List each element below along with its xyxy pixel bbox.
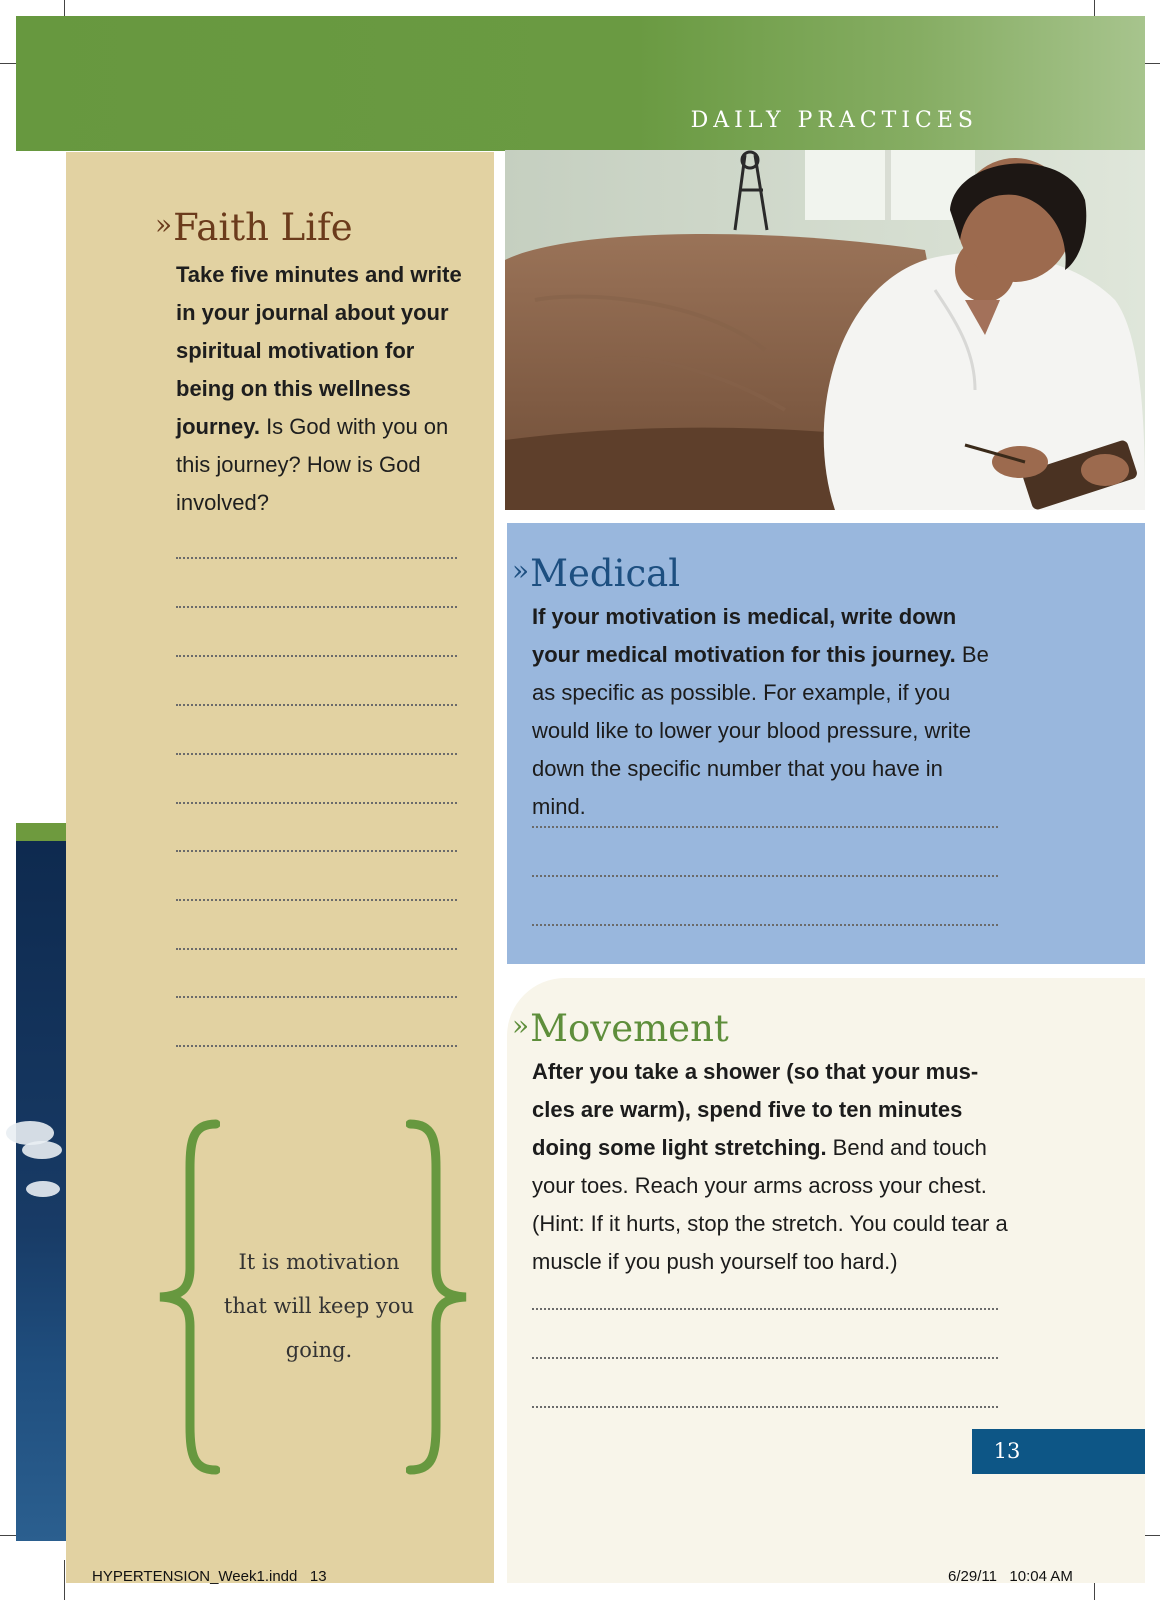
page-number: 13 bbox=[993, 1439, 1021, 1463]
faith-bold-text: Take five minutes and write in your journal about your spiritual motivation for being on this wellness journey. bbox=[176, 262, 462, 439]
faith-writing-line[interactable] bbox=[176, 704, 457, 706]
cloud-shape bbox=[22, 1141, 62, 1159]
medical-writing-line[interactable] bbox=[532, 875, 998, 877]
movement-body-text: Bend and touch your toes. Reach your arms across your chest. (Hint: If it hurts, stop the stretch. You could tear a muscle if you push yourself too hard.) bbox=[532, 1135, 1008, 1274]
faith-title: Faith Life bbox=[173, 206, 353, 249]
medical-body bbox=[532, 598, 1002, 826]
movement-body bbox=[532, 1053, 1010, 1281]
left-strip-green bbox=[16, 823, 66, 841]
movement-bold-text: After you take a shower (so that your mus-cles are warm), spend five to ten minutes doing some light stretching. bbox=[532, 1059, 979, 1160]
movement-writing-line[interactable] bbox=[532, 1406, 998, 1408]
movement-writing-line[interactable] bbox=[532, 1357, 998, 1359]
left-brace-icon bbox=[154, 1118, 220, 1476]
movement-title: Movement bbox=[530, 1007, 729, 1050]
photo bbox=[505, 150, 1145, 510]
chevron-icon: » bbox=[512, 554, 530, 587]
faith-writing-line[interactable] bbox=[176, 899, 457, 901]
faith-body-text: Is God with you on this journey? How is God involved? bbox=[176, 414, 449, 515]
medical-title: Medical bbox=[530, 552, 681, 595]
medical-writing-line[interactable] bbox=[532, 826, 998, 828]
medical-bold-text: If your motivation is medical, write down your medical motivation for this journey. bbox=[532, 604, 957, 667]
chevron-icon: » bbox=[512, 1009, 530, 1042]
faith-body bbox=[176, 256, 472, 522]
faith-writing-line[interactable] bbox=[176, 948, 457, 950]
left-strip-sky bbox=[16, 841, 66, 1541]
faith-writing-line[interactable] bbox=[176, 557, 457, 559]
section-title: DAILY PRACTICES bbox=[690, 108, 978, 133]
movement-heading bbox=[512, 1007, 729, 1050]
faith-writing-line[interactable] bbox=[176, 996, 457, 998]
faith-writing-line[interactable] bbox=[176, 753, 457, 755]
faith-writing-line[interactable] bbox=[176, 1045, 457, 1047]
chevron-icon: » bbox=[155, 208, 173, 241]
photo-illustration bbox=[505, 150, 1145, 510]
slug-file: HYPERTENSION_Week1.indd 13 bbox=[92, 1568, 327, 1585]
cloud-shape bbox=[26, 1181, 60, 1197]
movement-writing-line[interactable] bbox=[532, 1308, 998, 1310]
faith-writing-line[interactable] bbox=[176, 655, 457, 657]
pull-quote: It is motivation that will keep you going. bbox=[223, 1250, 415, 1362]
faith-writing-line[interactable] bbox=[176, 802, 457, 804]
medical-body-text: Be as specific as possible. For example, if you would like to lower your blood pressure, write down the specific number that you have in mind. bbox=[532, 642, 989, 819]
medical-writing-line[interactable] bbox=[532, 924, 998, 926]
slug-date: 6/29/11 10:04 AM bbox=[948, 1568, 1073, 1585]
medical-heading bbox=[512, 552, 680, 595]
faith-writing-line[interactable] bbox=[176, 850, 457, 852]
faith-writing-line[interactable] bbox=[176, 606, 457, 608]
crop-mark bbox=[64, 1560, 65, 1600]
faith-heading bbox=[155, 206, 353, 249]
